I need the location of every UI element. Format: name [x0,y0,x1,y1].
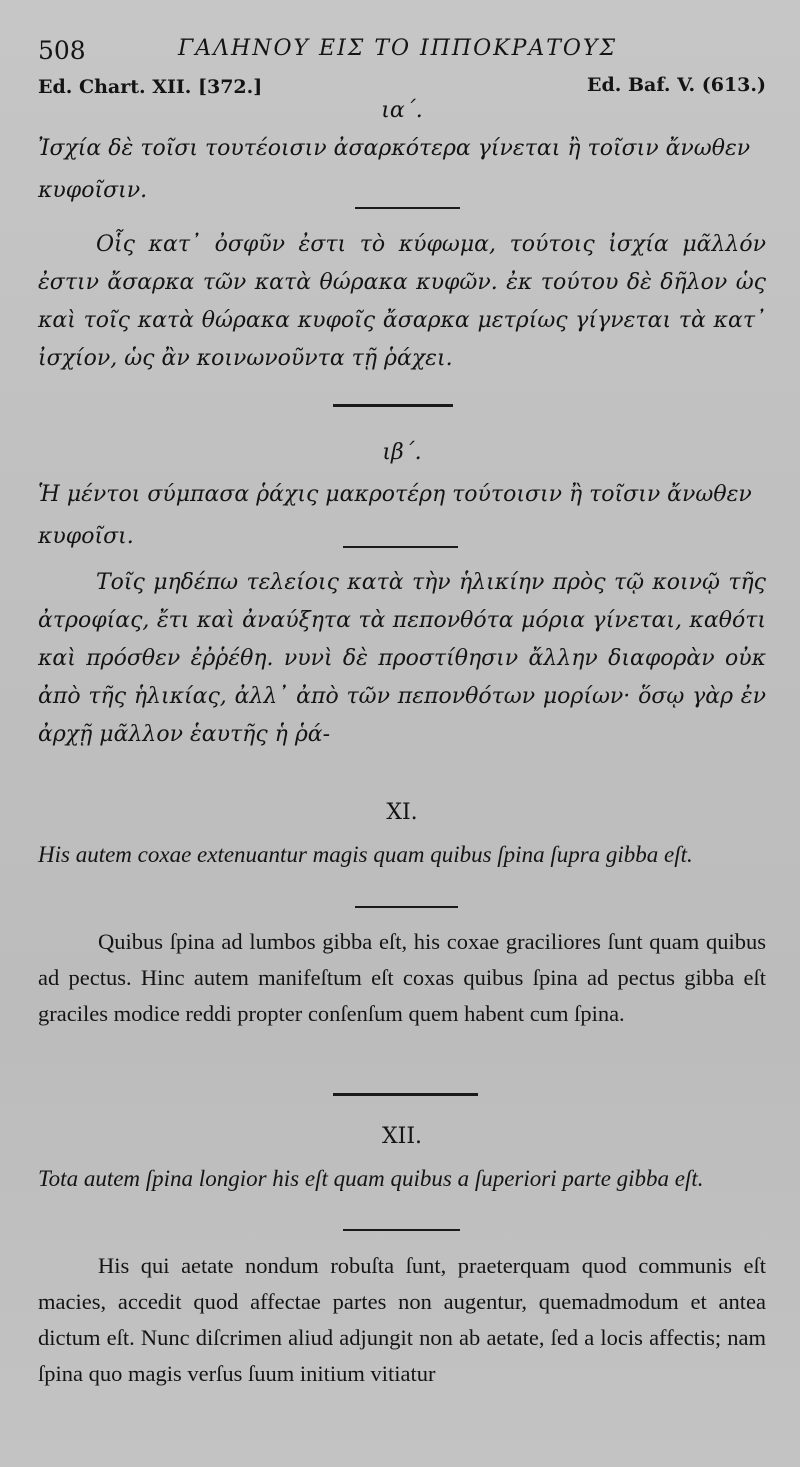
page-header [0,0,800,105]
section-divider [333,404,453,407]
section-divider [333,1093,478,1096]
greek-lemma-11 [38,128,766,212]
short-rule [355,906,458,908]
short-rule [343,1229,460,1231]
lemma-text: Ἰσχία δὲ τοῖσι τουτέοισιν ἀσαρκότερα γίνεται ἢ τοῖσιν ἄνωθεν κυφοῖσιν. [38,136,751,203]
lemma-text: Ἡ μέντοι σύμπασα ῥάχις μακροτέρη τούτοισιν ἢ τοῖσιν ἄνωθεν κυφοῖσι. [38,482,752,549]
short-rule [343,546,458,548]
edition-reference-right: Ed. Baf. V. (613.) [587,74,766,96]
latin-section-11 [38,800,766,825]
latin-commentary-11 [38,924,766,1032]
lemma-text: His autem coxae extenuantur magis quam quibus ſpina ſupra gibba eſt. [38,842,693,867]
short-rule [355,207,460,209]
greek-commentary-12 [38,564,766,754]
commentary-text: Quibus ſpina ad lumbos gibba eſt, his coxae graciliores ſunt quam quibus ad pectus. Hinc autem manifeſtum eſt coxas quibus ſpina ad pectus gibba eſt graciles modice reddi propter conſenſum quem habent cum ſpina. [38,929,766,1026]
section-number: XII. [381,1124,423,1149]
section-number: ιβ΄. [382,440,422,465]
edition-reference-left: Ed. Chart. XII. [372.] [38,76,263,98]
section-number: XI. [386,800,418,825]
greek-section-12 [38,440,766,465]
page-number: 508 [38,36,86,65]
greek-commentary-11 [38,226,766,378]
greek-section-11 [38,98,766,123]
commentary-text: Τοῖς μηδέπω τελείοις κατὰ τὴν ἡλικίην πρὸς τῷ κοινῷ τῆς ἀτροφίας, ἔτι καὶ ἀναύξητα τὰ πεπονθότα μόρια γίνεται, καθότι καὶ πρόσθεν ἐῤῥέθη. νυνὶ δὲ προστίθησιν ἄλλην διαφορὰν οὐκ ἀπὸ τῆς ἡλικίας, ἀλλ᾽ ἀπὸ τῶν πεπονθότων μορίων· ὅσῳ γὰρ ἐν ἀρχῇ μᾶλλον ἑαυτῆς ἡ ῥά- [38,570,766,747]
commentary-text: His qui aetate nondum robuſta ſunt, praeterquam quod communis eſt macies, accedit quod affectae partes non augentur, quemadmodum et antea dictum eſt. Nunc diſcrimen aliud adjungit non ab aetate, ſed a locis affectis; nam ſpina quo magis verſus ſuum initium vitiatur [38,1253,766,1386]
latin-lemma-12 [38,1160,766,1197]
latin-section-12 [38,1124,766,1149]
section-number: ια΄. [381,98,423,123]
latin-commentary-12 [38,1248,766,1392]
lemma-text: Tota autem ſpina longior his eſt quam quibus a ſuperiori parte gibba eſt. [38,1166,704,1191]
commentary-text: Οἷς κατ᾽ ὀσφῦν ἐστι τὸ κύφωμα, τούτοις ἰσχία μᾶλλόν ἐστιν ἄσαρκα τῶν κατὰ θώρακα κυφῶν. ἐκ τούτου δὲ δῆλον ὡς καὶ τοῖς κατὰ θώρακα κυφοῖς ἄσαρκα μετρίως γίγνεται τὰ κατ᾽ ἰσχίον, ὡς ἂν κοινωνοῦντα τῇ ῥάχει. [38,232,766,371]
latin-lemma-11 [38,836,766,873]
running-head: ΓΑΛΗΝΟΥ ΕΙΣ ΤΟ ΙΠΠΟΚΡΑΤΟΥΣ [178,36,618,61]
